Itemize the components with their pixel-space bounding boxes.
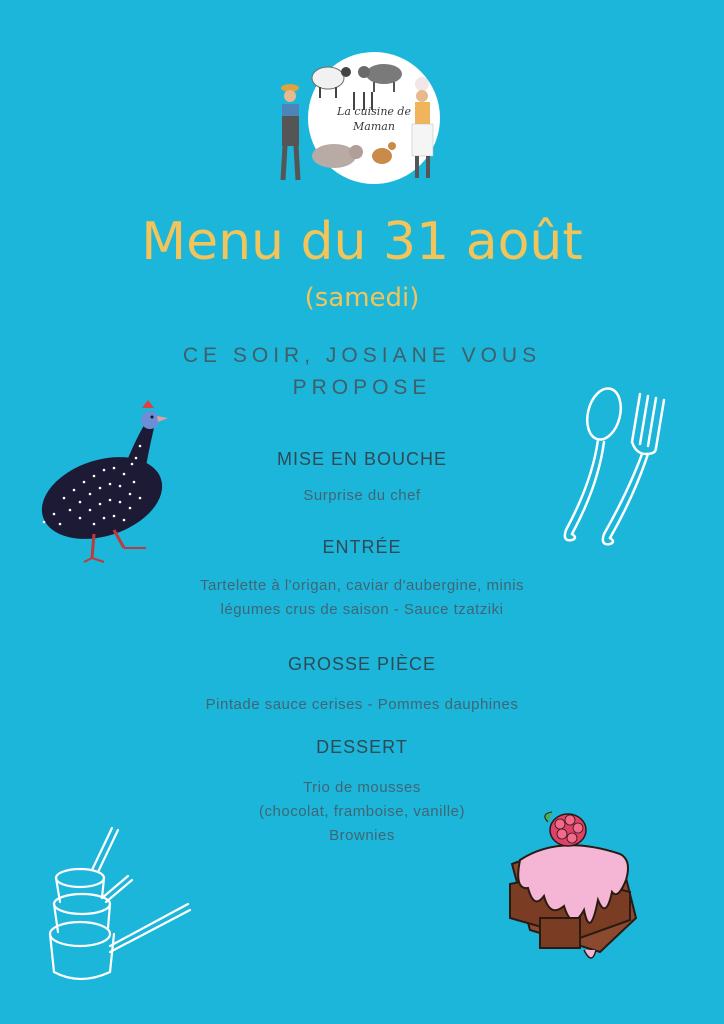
restaurant-logo: [272, 50, 444, 190]
section-title: GROSSE PIÈCE: [287, 654, 437, 674]
section-line: Pintade sauce cerises - Pommes dauphines: [205, 696, 519, 713]
section-line: Tartelette à l'origan, caviar d'aubergine, minis: [199, 577, 525, 594]
menu-subtitle: (samedi): [304, 283, 420, 313]
section-grosse-piece: [120, 651, 604, 717]
pots-illustration: [40, 822, 200, 992]
logo-text: [316, 104, 432, 134]
section-title: ENTRÉE: [322, 537, 402, 557]
section-line: Surprise du chef: [303, 487, 421, 504]
logo-line-2: Maman: [353, 120, 395, 133]
intro-text: CE SOIR, JOSIANE VOUS PROPOSE: [182, 344, 542, 399]
section-line: Trio de mousses: [303, 779, 421, 796]
section-entree: [120, 534, 604, 622]
section-line: légumes crus de saison - Sauce tzatziki: [220, 601, 504, 618]
section-mise-en-bouche: [120, 446, 604, 508]
spoon-fork-illustration: [548, 382, 678, 552]
section-line: Brownies: [329, 827, 395, 844]
section-title: MISE EN BOUCHE: [276, 449, 448, 469]
guinea-fowl-illustration: [24, 398, 174, 568]
section-title: DESSERT: [316, 737, 408, 757]
logo-line-1: La cuisine de: [337, 105, 411, 118]
section-line: (chocolat, framboise, vanille): [259, 803, 465, 820]
menu-title: Menu du 31 août: [141, 212, 583, 272]
cake-illustration: [500, 800, 650, 976]
